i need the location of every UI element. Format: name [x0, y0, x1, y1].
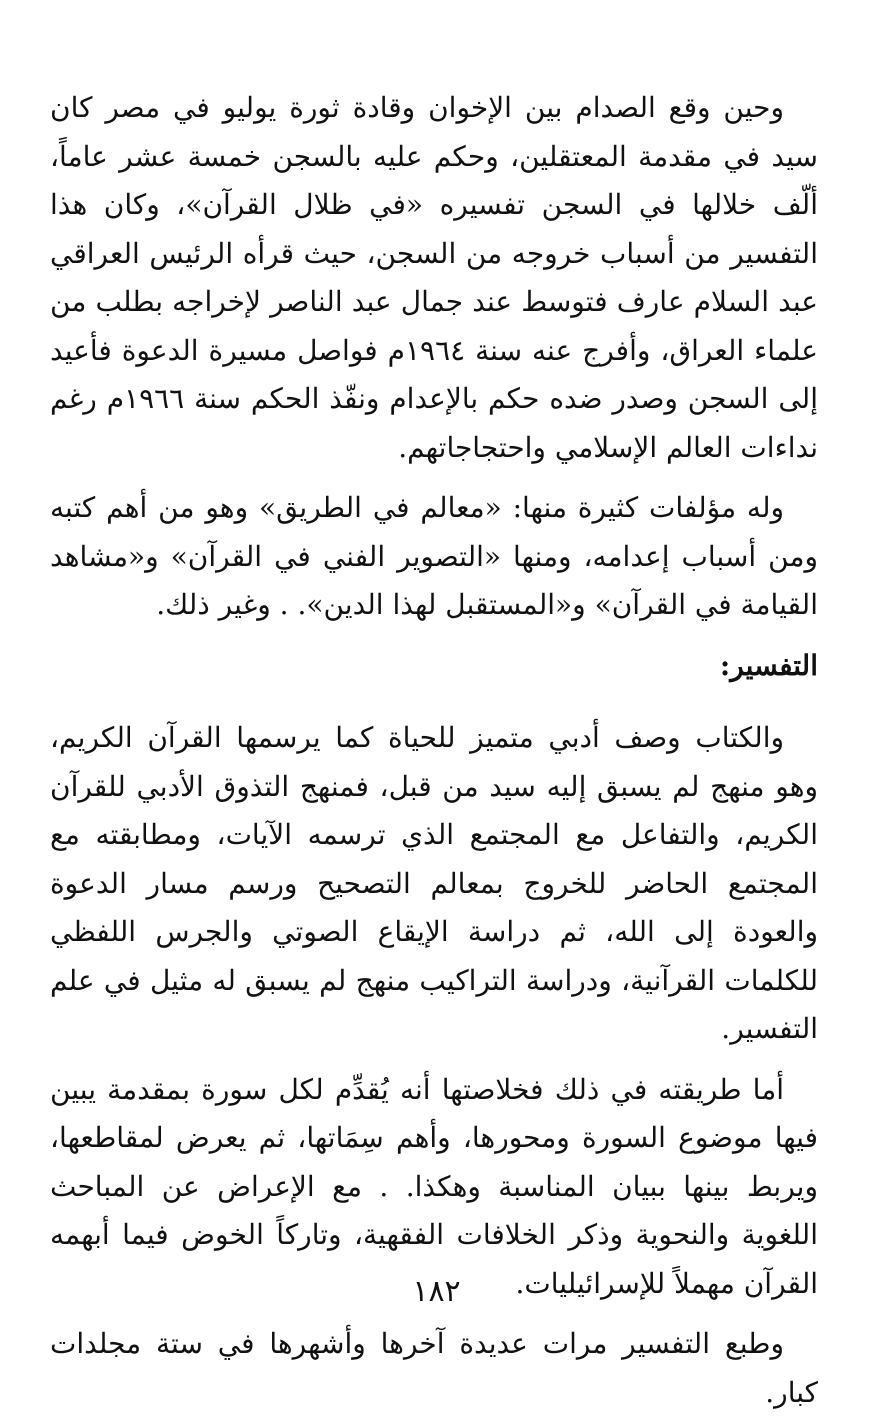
- page-body: [50, 84, 818, 1417]
- paragraph-arrest-and-execution: وحين وقع الصدام بين الإخوان وقادة ثورة يوليو في مصر كان سيد في مقدمة المعتقلين، وحكم عليه بالسجن خمسة عشر عاماً، ألّف خلالها في السجن تفسيره «في ظلال القرآن»، وكان هذا التفسير من أسباب خروجه من السجن، حيث قرأه الرئيس العراقي عبد السلام عارف فتوسط عند جمال عبد الناصر لإخراجه بطلب من علماء العراق، وأفرج عنه سنة ١٩٦٤م فواصل مسيرة الدعوة فأعيد إلى السجن وصدر ضده حكم بالإعدام ونفّذ الحكم سنة ١٩٦٦م رغم نداءات العالم الإسلامي واحتجاجاتهم.: [50, 91, 818, 464]
- page-number: ١٨٢: [412, 1274, 461, 1309]
- paragraph-method: أما طريقته في ذلك فخلاصتها أنه يُقدِّم لكل سورة بمقدمة يبين فيها موضوع السورة ومحورها، وأهم سِمَاتها، ثم يعرض لمقاطعها، ويربط بينها ببيان المناسبة وهكذا. . مع الإعراض عن المباحث اللغوية والنحوية وذكر الخلافات الفقهية، وتاركاً الخوض فيما أبهمه القرآن مهملاً للإسرائيليات.: [50, 1072, 818, 1300]
- paragraph-book-description: والكتاب وصف أدبي متميز للحياة كما يرسمها القرآن الكريم، وهو منهج لم يسبق إليه سيد من قبل، فمنهج التذوق الأدبي للقرآن الكريم، والتفاعل مع المجتمع الذي ترسمه الآيات، ومطابقته مع المجتمع الحاضر للخروج بمعالم التصحيح ورسم مسار الدعوة والعودة إلى الله، ثم دراسة الإيقاع الصوتي والجرس اللفظي للكلمات القرآنية، ودراسة التراكيب منهج لم يسبق له مثيل في علم التفسير.: [50, 721, 818, 1045]
- paragraph-editions: وطبع التفسير مرات عديدة آخرها وأشهرها في ستة مجلدات كبار.: [50, 1327, 818, 1409]
- section-heading-tafsir: التفسير:: [719, 648, 818, 682]
- paragraph-works: وله مؤلفات كثيرة منها: «معالم في الطريق» وهو من أهم كتبه ومن أسباب إعدامه، ومنها «التصوير الفني في القرآن» و«مشاهد القيامة في القرآن» و«المستقبل لهذا الدين». . وغير ذلك.: [50, 491, 818, 621]
